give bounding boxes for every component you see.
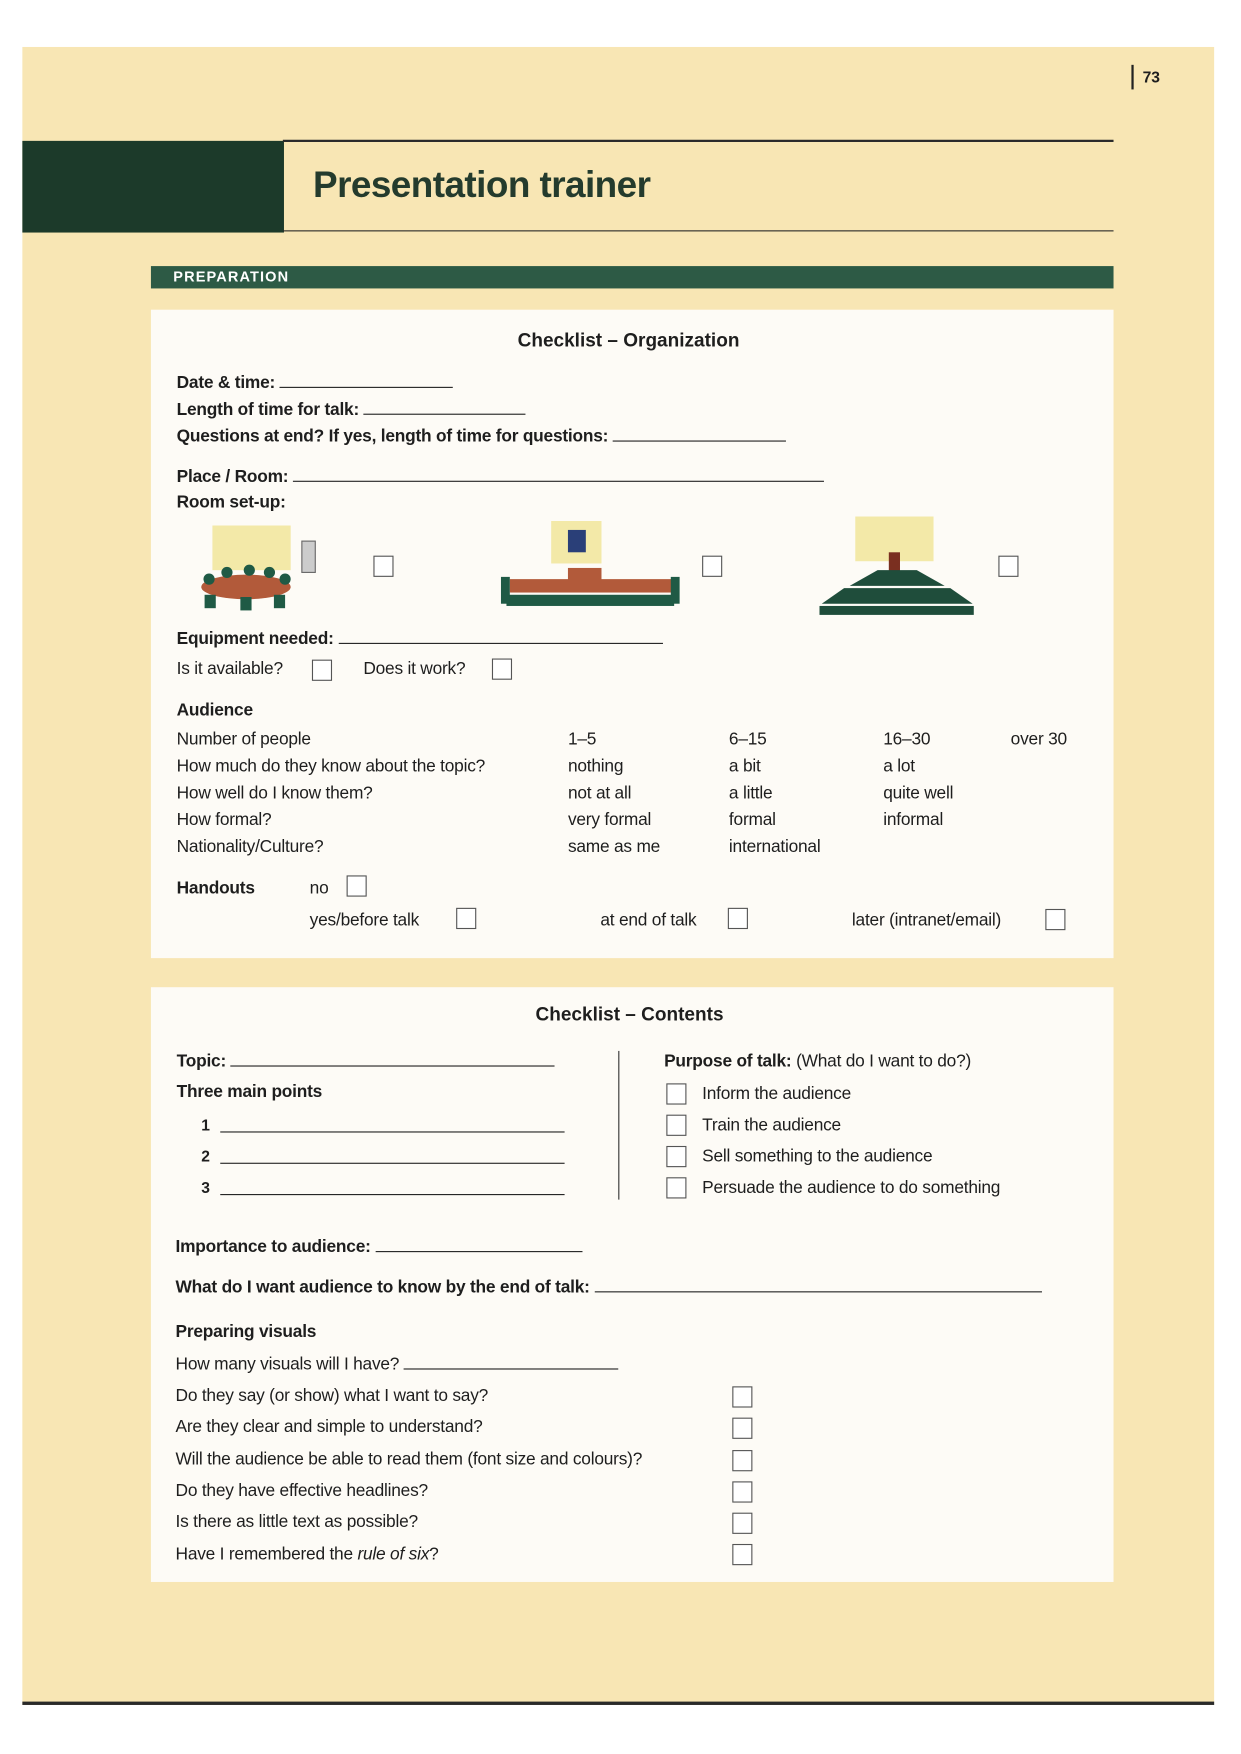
questions-label: Questions at end? If yes, length of time for questions: <box>176 427 609 447</box>
visual-check-label: Do they have effective headlines? <box>175 1481 428 1501</box>
purpose-checkbox[interactable] <box>666 1177 686 1198</box>
purpose-option: Train the audience <box>702 1115 841 1135</box>
audience-question: How formal? <box>176 810 272 830</box>
place-field[interactable] <box>293 466 824 482</box>
divider <box>283 140 1114 142</box>
audience-question: How much do they know about the topic? <box>176 756 486 776</box>
divider <box>283 230 1114 231</box>
know-label: What do I want audience to know by the end of talk: <box>175 1277 590 1297</box>
point-field[interactable] <box>220 1148 564 1164</box>
audience-option[interactable]: informal <box>883 810 944 830</box>
audience-question: Nationality/Culture? <box>176 837 324 857</box>
u-shape-layout-icon <box>501 521 680 622</box>
setup-label: Room set-up: <box>176 493 286 513</box>
purpose-label: Purpose of talk: <box>664 1052 792 1072</box>
handout-no-label: no <box>309 878 329 898</box>
importance-field[interactable] <box>375 1237 582 1253</box>
purpose-checkbox[interactable] <box>666 1083 686 1104</box>
audience-option[interactable]: a bit <box>728 756 761 776</box>
equipment-field[interactable] <box>338 628 662 644</box>
three-points-label: Three main points <box>176 1082 323 1102</box>
audience-option[interactable]: over 30 <box>1010 730 1067 750</box>
audience-option[interactable]: 6–15 <box>728 730 767 750</box>
audience-question: Number of people <box>176 730 311 750</box>
header-block <box>22 141 284 233</box>
purpose-checkbox[interactable] <box>666 1146 686 1167</box>
audience-option[interactable]: nothing <box>567 756 624 776</box>
audience-option[interactable]: a lot <box>883 756 915 776</box>
audience-option[interactable]: international <box>728 837 821 857</box>
point-field[interactable] <box>220 1179 564 1195</box>
column-divider <box>618 1051 619 1200</box>
point-field[interactable] <box>220 1117 564 1133</box>
audience-option[interactable]: very formal <box>567 810 652 830</box>
visual-check-checkbox[interactable] <box>732 1450 752 1471</box>
visual-check-label: Are they clear and simple to understand? <box>175 1417 483 1437</box>
how-many-label: How many visuals will I have? <box>175 1355 400 1375</box>
importance-label: Importance to audience: <box>175 1237 371 1257</box>
audience-option[interactable]: not at all <box>567 783 632 803</box>
audience-option[interactable]: same as me <box>567 837 661 857</box>
theatre-layout-icon <box>816 517 978 623</box>
u-shape-checkbox[interactable] <box>702 556 722 577</box>
audience-heading: Audience <box>176 700 253 720</box>
audience-option[interactable]: quite well <box>883 783 954 803</box>
how-many-field[interactable] <box>404 1354 619 1370</box>
handout-later-checkbox[interactable] <box>1045 909 1065 930</box>
purpose-option: Persuade the audience to do something <box>702 1178 1001 1198</box>
point-number: 1 <box>201 1115 210 1134</box>
round-table-checkbox[interactable] <box>373 556 393 577</box>
visual-check-label: Will the audience be able to read them (font size and colours)? <box>175 1449 643 1469</box>
visual-check-checkbox[interactable] <box>732 1386 752 1407</box>
audience-option[interactable]: 1–5 <box>567 730 597 750</box>
visual-check-label: Do they say (or show) what I want to say? <box>175 1386 489 1406</box>
handout-end-checkbox[interactable] <box>728 908 748 929</box>
audience-option[interactable]: 16–30 <box>883 730 931 750</box>
available-checkbox[interactable] <box>312 660 332 681</box>
page-number: 73 <box>1131 65 1160 90</box>
visuals-heading: Preparing visuals <box>175 1322 317 1342</box>
equipment-label: Equipment needed: <box>176 629 334 649</box>
section-bar: PREPARATION <box>151 266 1114 288</box>
topic-label: Topic: <box>176 1052 227 1072</box>
date-label: Date & time: <box>176 373 276 393</box>
round-table-layout-icon <box>196 525 330 620</box>
handout-before-checkbox[interactable] <box>456 908 476 929</box>
purpose-checkbox[interactable] <box>666 1115 686 1136</box>
visual-check-checkbox[interactable] <box>732 1513 752 1534</box>
visual-check-checkbox[interactable] <box>732 1418 752 1439</box>
available-label: Is it available? <box>176 659 283 679</box>
theatre-checkbox[interactable] <box>998 556 1018 577</box>
length-label: Length of time for talk: <box>176 400 360 420</box>
handout-no-checkbox[interactable] <box>347 875 367 896</box>
works-checkbox[interactable] <box>492 659 512 680</box>
questions-field[interactable] <box>613 426 786 442</box>
audience-option[interactable]: formal <box>728 810 776 830</box>
audience-question: How well do I know them? <box>176 783 373 803</box>
handout-before-label: yes/before talk <box>309 911 420 931</box>
page-title: Presentation trainer <box>313 163 651 205</box>
purpose-option: Sell something to the audience <box>702 1147 933 1167</box>
works-label: Does it work? <box>363 659 466 679</box>
handout-end-label: at end of talk <box>600 911 697 931</box>
topic-field[interactable] <box>231 1051 555 1067</box>
visual-check-label: Is there as little text as possible? <box>175 1512 418 1532</box>
length-field[interactable] <box>364 399 526 415</box>
rule-of-six-checkbox[interactable] <box>732 1544 752 1565</box>
point-number: 3 <box>201 1178 210 1197</box>
handouts-label: Handouts <box>176 878 255 898</box>
purpose-note: (What do I want to do?) <box>796 1052 972 1072</box>
organization-heading: Checklist – Organization <box>517 329 740 352</box>
handout-later-label: later (intranet/email) <box>851 911 1002 931</box>
rule-of-six-label: Have I remembered the rule of six? <box>175 1545 439 1565</box>
visual-check-checkbox[interactable] <box>732 1481 752 1502</box>
purpose-option: Inform the audience <box>702 1084 852 1104</box>
audience-option[interactable]: a little <box>728 783 773 803</box>
contents-heading: Checklist – Contents <box>535 1003 724 1026</box>
place-label: Place / Room: <box>176 467 289 487</box>
point-number: 2 <box>201 1147 210 1165</box>
know-field[interactable] <box>594 1277 1041 1293</box>
date-field[interactable] <box>280 372 453 388</box>
